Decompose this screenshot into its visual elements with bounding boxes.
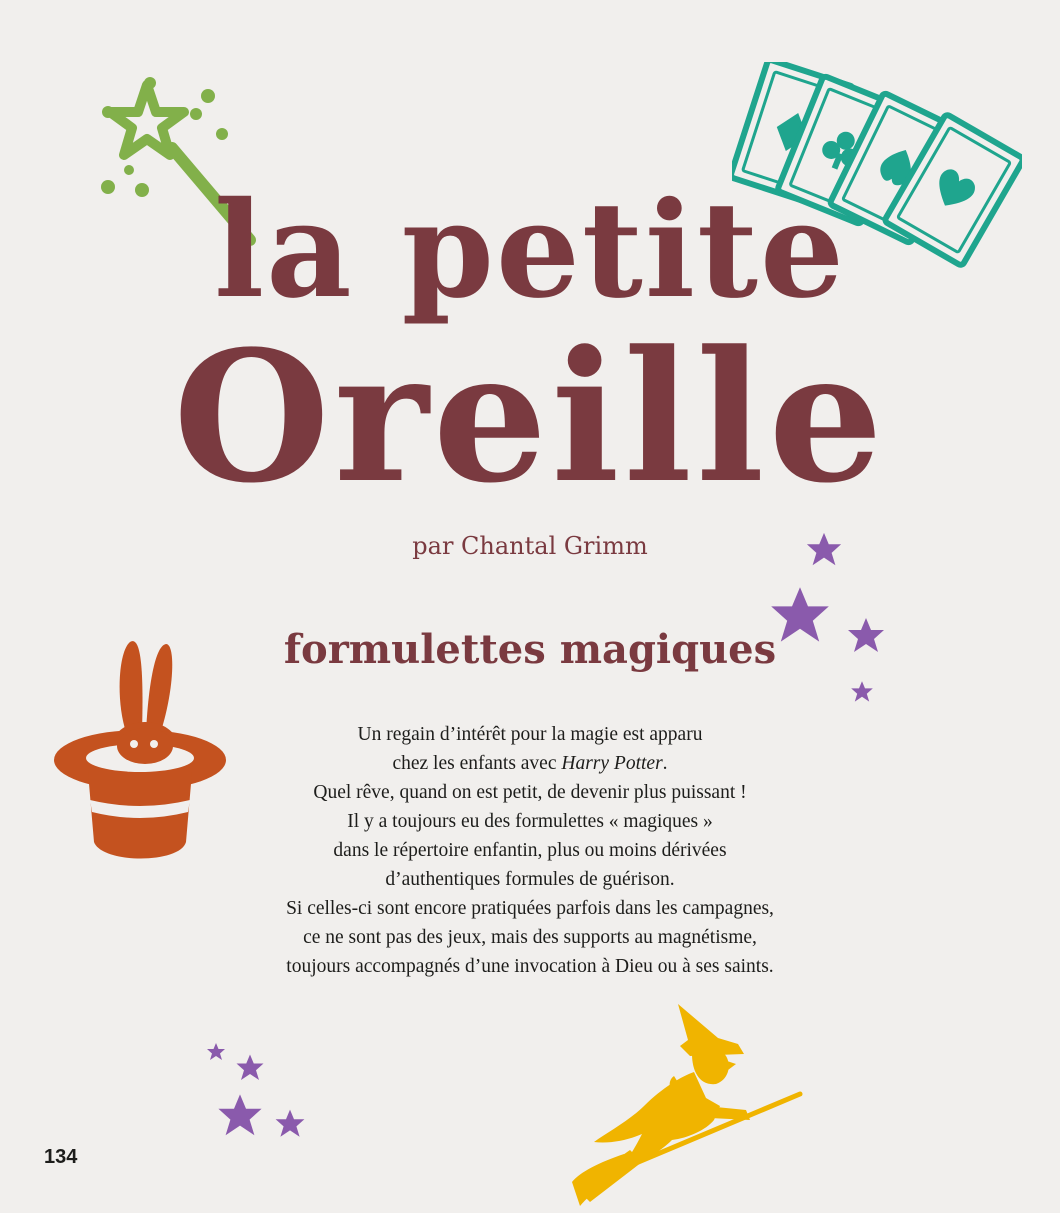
body-line: Si celles-ci sont encore pratiquées parfois dans les campagnes, [286,898,774,919]
body-text-segment: . [662,753,668,774]
book-title: Harry Potter [561,753,663,774]
body-line: toujours accompagnés d’une invocation à Dieu ou à ses saints. [286,956,774,977]
stars-icon [196,1038,316,1148]
body-line: dans le répertoire enfantin, plus ou moins dérivées [333,840,727,861]
title-line-1: la petite [214,173,846,328]
witch-on-broom-icon [570,1002,810,1210]
page-number: 134 [44,1146,78,1168]
body-line: Un regain d’intérêt pour la magie est apparu [357,724,703,745]
body-line: ce ne sont pas des jeux, mais des supports au magnétisme, [303,927,757,948]
section-subtitle: formulettes magiques [283,626,777,673]
body-line: d’authentiques formules de guérison. [385,869,675,890]
byline: par Chantal Grimm [412,532,648,560]
body-line: Quel rêve, quand on est petit, de devenir plus puissant ! [313,782,747,803]
body-text-segment: chez les enfants avec [392,753,562,774]
body-line: Il y a toujours eu des formulettes « magiques » [347,811,713,832]
body-line [180,749,880,778]
intro-paragraph [180,720,880,981]
title-line-2: Oreille [173,312,887,523]
